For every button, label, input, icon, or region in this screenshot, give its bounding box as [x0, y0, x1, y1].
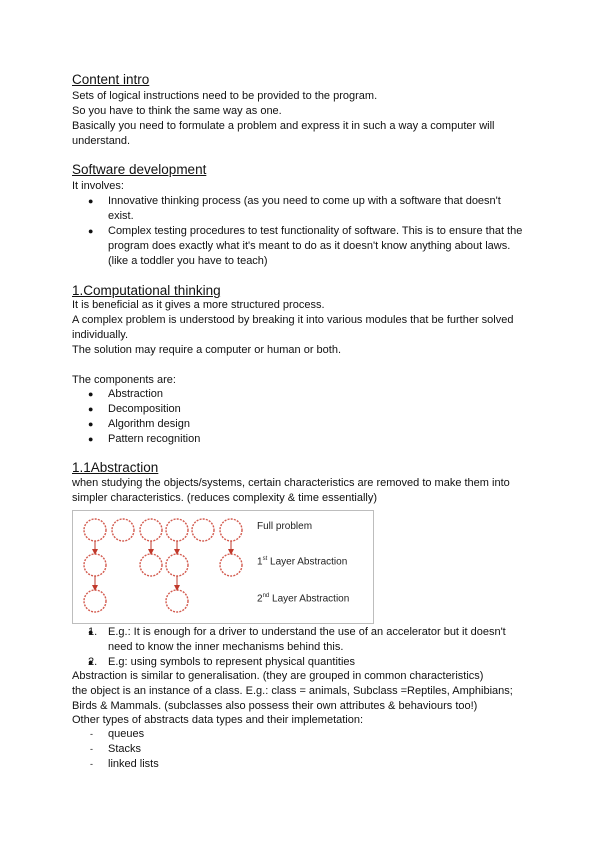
- diagram-label-full: Full problem: [257, 521, 313, 532]
- paragraph-line: Birds & Mammals. (subclasses also possess their own attributes & behaviours too!): [72, 700, 478, 712]
- software-bullet-list: [72, 194, 522, 269]
- label-text: Layer Abstraction: [269, 593, 350, 605]
- paragraph-line: So you have to think the same way as one.: [72, 105, 282, 117]
- list-item: - queues: [72, 727, 159, 742]
- list-item: [72, 655, 506, 670]
- circle-node: [166, 554, 188, 576]
- list-item-line: program does exactly what it's meant to do as it doesn't know anything about laws.: [108, 240, 511, 252]
- paragraph-line: It is beneficial as it gives a more structured process.: [72, 299, 325, 311]
- diagram-label-second-layer: [257, 593, 349, 604]
- list-number: ● 1.: [88, 626, 98, 638]
- paragraph-line: The components are:: [72, 374, 176, 386]
- label-text: Layer Abstraction: [267, 556, 348, 568]
- heading-software-development: Software development: [72, 162, 207, 177]
- list-item: ● Abstraction: [72, 387, 200, 402]
- paragraph-line: A complex problem is understood by breaking it into various modules that be further solved: [72, 314, 514, 326]
- circle-node: [140, 519, 162, 541]
- examples-numbered-list: [72, 625, 506, 670]
- list-item-line: (like a toddler you have to teach): [108, 255, 268, 267]
- heading-abstraction: 1.1Abstraction: [72, 460, 159, 475]
- label-number: 1: [257, 556, 263, 568]
- paragraph-line: The solution may require a computer or human or both.: [72, 344, 342, 356]
- circle-node: [140, 554, 162, 576]
- list-item: [72, 224, 522, 269]
- circle-node: [166, 590, 188, 612]
- heading-content-intro: Content intro: [72, 72, 150, 87]
- list-item: - Stacks: [72, 742, 159, 757]
- circle-node: [192, 519, 214, 541]
- circle-node: [220, 554, 242, 576]
- circle-node: [112, 519, 134, 541]
- list-number: ● 2.: [88, 656, 98, 668]
- abstraction-layers-diagram: [72, 510, 374, 624]
- list-item: ● Pattern recognition: [72, 432, 200, 447]
- heading-computational-thinking: 1.Computational thinking: [72, 283, 221, 298]
- paragraph-line: Other types of abstracts data types and their implemetation:: [72, 714, 364, 726]
- diagram-label-first-layer: [257, 556, 347, 567]
- list-item-line: ● Innovative thinking process (as you need to come up with a software that doesn't: [108, 195, 501, 207]
- circle-node: [220, 519, 242, 541]
- paragraph-line: Basically you need to formulate a problem and express it in such a way a computer will: [72, 120, 495, 132]
- paragraph-line: Sets of logical instructions need to be provided to the program.: [72, 90, 378, 102]
- list-item: ● Algorithm design: [72, 417, 200, 432]
- types-dash-list: [72, 727, 159, 772]
- paragraph-line: when studying the objects/systems, certain characteristics are removed to make them into: [72, 477, 510, 489]
- list-item-line: ● Complex testing procedures to test functionality of software. This is to ensure that the: [108, 225, 523, 237]
- list-item: - linked lists: [72, 757, 159, 772]
- components-bullet-list: [72, 387, 200, 447]
- paragraph-line: individually.: [72, 329, 129, 341]
- circle-node: [84, 590, 106, 612]
- list-item-line: exist.: [108, 210, 134, 222]
- paragraph-line: simpler characteristics. (reduces complexity & time essentially): [72, 492, 378, 504]
- paragraph-line: understand.: [72, 135, 131, 147]
- paragraph-line: It involves:: [72, 180, 124, 192]
- list-item-line: E.g.: It is enough for a driver to understand the use of an accelerator but it doesn't: [108, 626, 506, 638]
- label-ordinal: nd: [262, 593, 270, 599]
- list-item: ● Decomposition: [72, 402, 200, 417]
- circle-node: [166, 519, 188, 541]
- label-number: 2: [257, 593, 263, 605]
- paragraph-line: Abstraction is similar to generalisation. (they are grouped in common characteristics): [72, 670, 484, 682]
- list-item-line: need to know the inner mechanisms behind this.: [108, 641, 344, 653]
- list-item-line: E.g: using symbols to represent physical quantities: [108, 656, 356, 668]
- paragraph-line: the object is an instance of a class. E.g.: class = animals, Subclass =Reptiles, Amphibians;: [72, 685, 513, 697]
- circle-node: [84, 519, 106, 541]
- circle-node: [84, 554, 106, 576]
- list-item: [72, 194, 522, 224]
- label-ordinal: st: [262, 556, 268, 562]
- list-item: [72, 625, 506, 655]
